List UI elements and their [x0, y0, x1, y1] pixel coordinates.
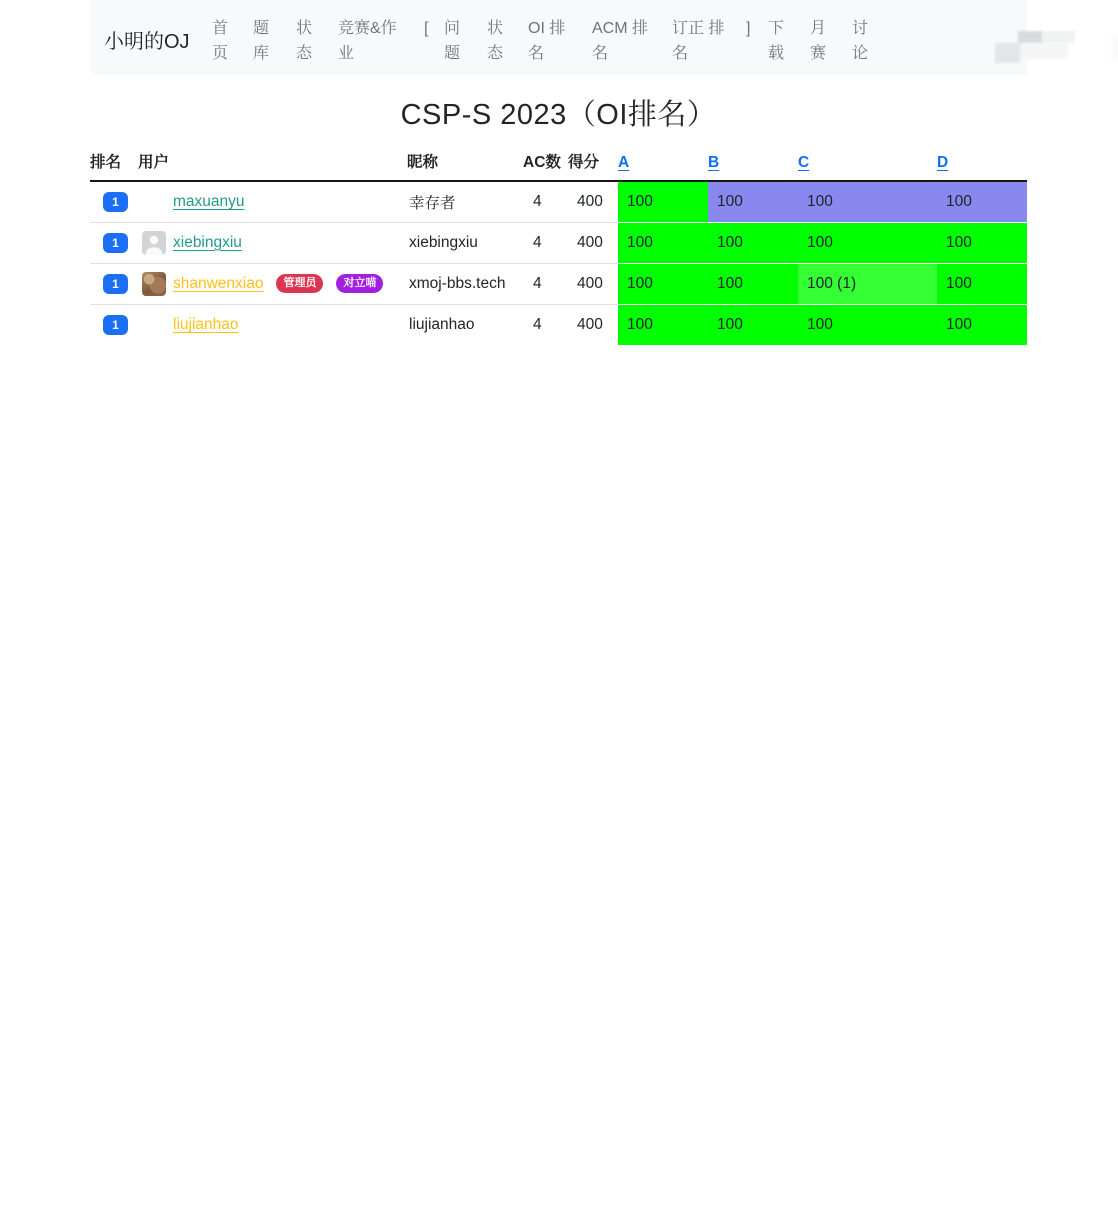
ac-count: 4 [523, 222, 568, 263]
nav-item-correction-rank[interactable]: 订正 排名 [672, 20, 725, 62]
censored-user-area[interactable] [905, 28, 1118, 68]
nickname: xiebingxiu [407, 222, 523, 263]
nav-item-status[interactable]: 状态 [296, 20, 313, 62]
rank-badge: 1 [103, 233, 128, 253]
nickname: liujianhao [409, 315, 475, 333]
nav-item-oi-rank[interactable]: OI 排名 [528, 20, 566, 62]
user-avatar [142, 272, 166, 296]
nickname: 幸存者 [407, 181, 523, 222]
censor-block [1018, 31, 1042, 43]
score-cell: 100 [937, 181, 1027, 222]
rank-badge: 1 [103, 315, 128, 335]
problem-link-d[interactable]: D [937, 154, 949, 171]
score-cell: 100 [708, 263, 798, 304]
nav-item-contest-status[interactable]: 状态 [487, 20, 504, 62]
ranking-table [90, 150, 1027, 345]
col-header-user: 用户 [138, 150, 407, 181]
username-link[interactable]: shanwenxiao [173, 274, 264, 292]
score-cell: 100 [937, 304, 1027, 345]
score-cell: 100 [798, 304, 937, 345]
col-header-nickname: 昵称 [407, 150, 523, 181]
nav-item-monthly-contest[interactable]: 月赛 [810, 20, 827, 62]
score-cell: 100 [708, 304, 798, 345]
censor-block [1112, 34, 1118, 60]
score-cell: 100 [618, 263, 708, 304]
problem-link-b[interactable]: B [708, 154, 720, 171]
ac-count: 4 [523, 263, 568, 304]
score-cell: 100 [708, 181, 798, 222]
ac-count: 4 [523, 181, 568, 222]
nav-item-contests[interactable]: 竞赛&作业 [338, 20, 397, 62]
nav-item-acm-rank[interactable]: ACM 排名 [592, 20, 649, 62]
table-row [90, 263, 1027, 304]
ac-count: 4 [533, 315, 542, 333]
score-cell: 100 [618, 304, 708, 345]
username-link[interactable]: maxuanyu [173, 192, 245, 210]
header-row [90, 150, 1027, 181]
nav-item-discuss[interactable]: 讨论 [852, 20, 869, 62]
rank-badge: 1 [103, 274, 128, 294]
problem-link-a[interactable]: A [618, 154, 630, 171]
avatar-placeholder [142, 313, 166, 337]
total-score: 400 [568, 263, 618, 304]
col-header-ac-count: AC数 [523, 150, 568, 181]
table-row [90, 304, 1027, 345]
censor-block [1020, 44, 1068, 59]
navbar [90, 0, 1027, 75]
table-row [90, 181, 1027, 222]
score-cell: 100 [937, 263, 1027, 304]
nickname: xmoj-bbs.tech [407, 263, 523, 304]
nav-bracket-open: [ [424, 20, 429, 37]
nav-item-downloads[interactable]: 下载 [768, 20, 785, 62]
page-title: CSP-S 2023（OI排名） [400, 99, 717, 131]
rank-badge: 1 [103, 192, 128, 212]
censor-block [995, 43, 1020, 63]
score-cell: 100 [618, 222, 708, 263]
score-cell: 100 (1) [798, 263, 937, 304]
col-header-score: 得分 [568, 150, 618, 181]
username-link[interactable]: xiebingxiu [173, 233, 242, 251]
score-cell: 100 [708, 222, 798, 263]
nav-item-home[interactable]: 首页 [212, 20, 229, 62]
score-cell: 100 [618, 181, 708, 222]
table-row [90, 222, 1027, 263]
navbar-brand[interactable]: 小明的OJ [104, 31, 190, 53]
nav-item-contest-problems[interactable]: 问题 [444, 20, 461, 62]
nav-bracket-close: ] [746, 20, 751, 37]
score-cell: 100 [937, 222, 1027, 263]
score-cell: 100 [798, 181, 937, 222]
problem-link-c[interactable]: C [798, 154, 810, 171]
total-score: 400 [568, 222, 618, 263]
person-icon [142, 231, 166, 255]
score-cell: 100 [798, 222, 937, 263]
censor-block [1042, 31, 1075, 43]
total-score: 400 [568, 181, 618, 222]
default-avatar [142, 231, 166, 255]
col-header-rank: 排名 [90, 150, 138, 181]
admin-badge: 管理员 [276, 274, 323, 293]
user-title-badge: 对立喵 [336, 274, 383, 293]
nav-item-problemset[interactable]: 题库 [253, 20, 270, 62]
total-score: 400 [577, 315, 603, 333]
avatar-placeholder [142, 190, 166, 214]
username-link[interactable]: liujianhao [173, 315, 239, 333]
